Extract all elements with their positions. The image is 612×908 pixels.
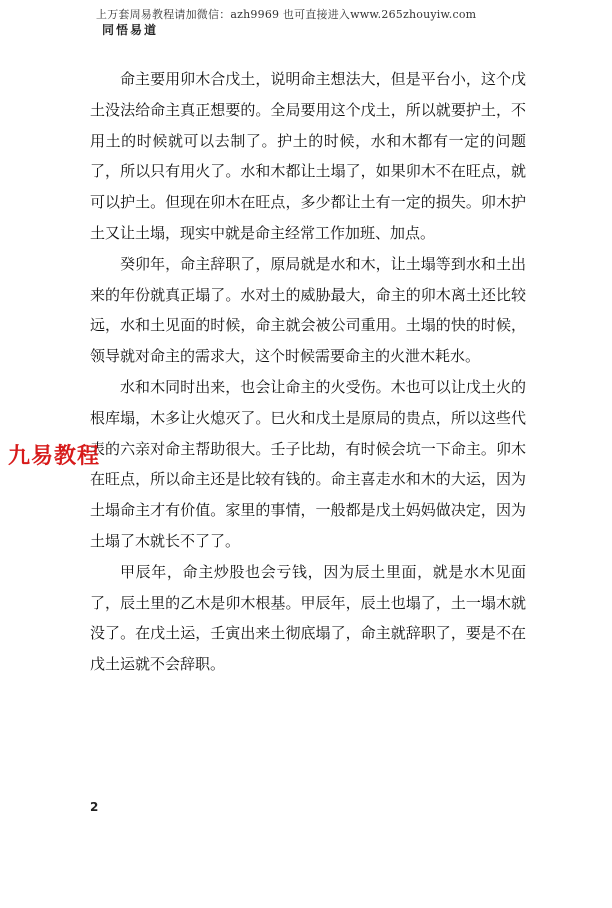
running-header-title: 同悟易道 (102, 23, 159, 37)
paragraph-3: 水和木同时出来，也会让命主的火受伤。木也可以让戊土火的根库塌，木多让火熄灭了。巳火和戊土是原局的贵点，所以这些代表的六亲对命主帮助很大。壬子比劫，有时候会坑一下命主。卯木在旺点，所以命主还是比较有钱的。命主喜走水和木的大运，因为土塌命主才有价值。家里的事情，一般都是戊土妈妈做决定，因为土塌了木就长不了了。 (90, 377, 526, 550)
body-text (90, 64, 526, 680)
paragraph-2: 癸卯年，命主辞职了，原局就是水和木，让土塌等到水和土出来的年份就真正塌了。水对土的威胁最大，命主的卯木离土还比较远，水和土见面的时候，命主就会被公司重用。土塌的快的时候，领导就对命主的需求大，这个时候需要命主的火泄木耗水。 (90, 254, 526, 366)
brand-watermark-stamp: 九易教程 (8, 444, 101, 469)
paragraph-1: 命主要用卯木合戊土，说明命主想法大，但是平台小，这个戊土没法给命主真正想要的。全局要用这个戊土，所以就要护土，不用土的时候就可以去制了。护土的时候，水和木都有一定的问题了，所以只有用火了。水和木都让土塌了，如果卯木不在旺点，就可以护土。但现在卯木在旺点，多少都让土有一定的损失。卯木护土又让土塌，现实中就是命主经常工作加班、加点。 (90, 70, 526, 242)
page-number: 2 (90, 800, 99, 814)
top-watermark-text: 上万套周易教程请加微信：azh9969 也可直接进入www.265zhouyiw.com (96, 8, 477, 21)
paragraph-4: 甲辰年，命主炒股也会亏钱，因为辰土里面，就是水木见面了，辰土里的乙木是卯木根基。甲辰年，辰土也塌了，土一塌木就没了。在戊土运，壬寅出来土彻底塌了，命主就辞职了，要是不在戊土运就不会辞职。 (90, 562, 526, 674)
